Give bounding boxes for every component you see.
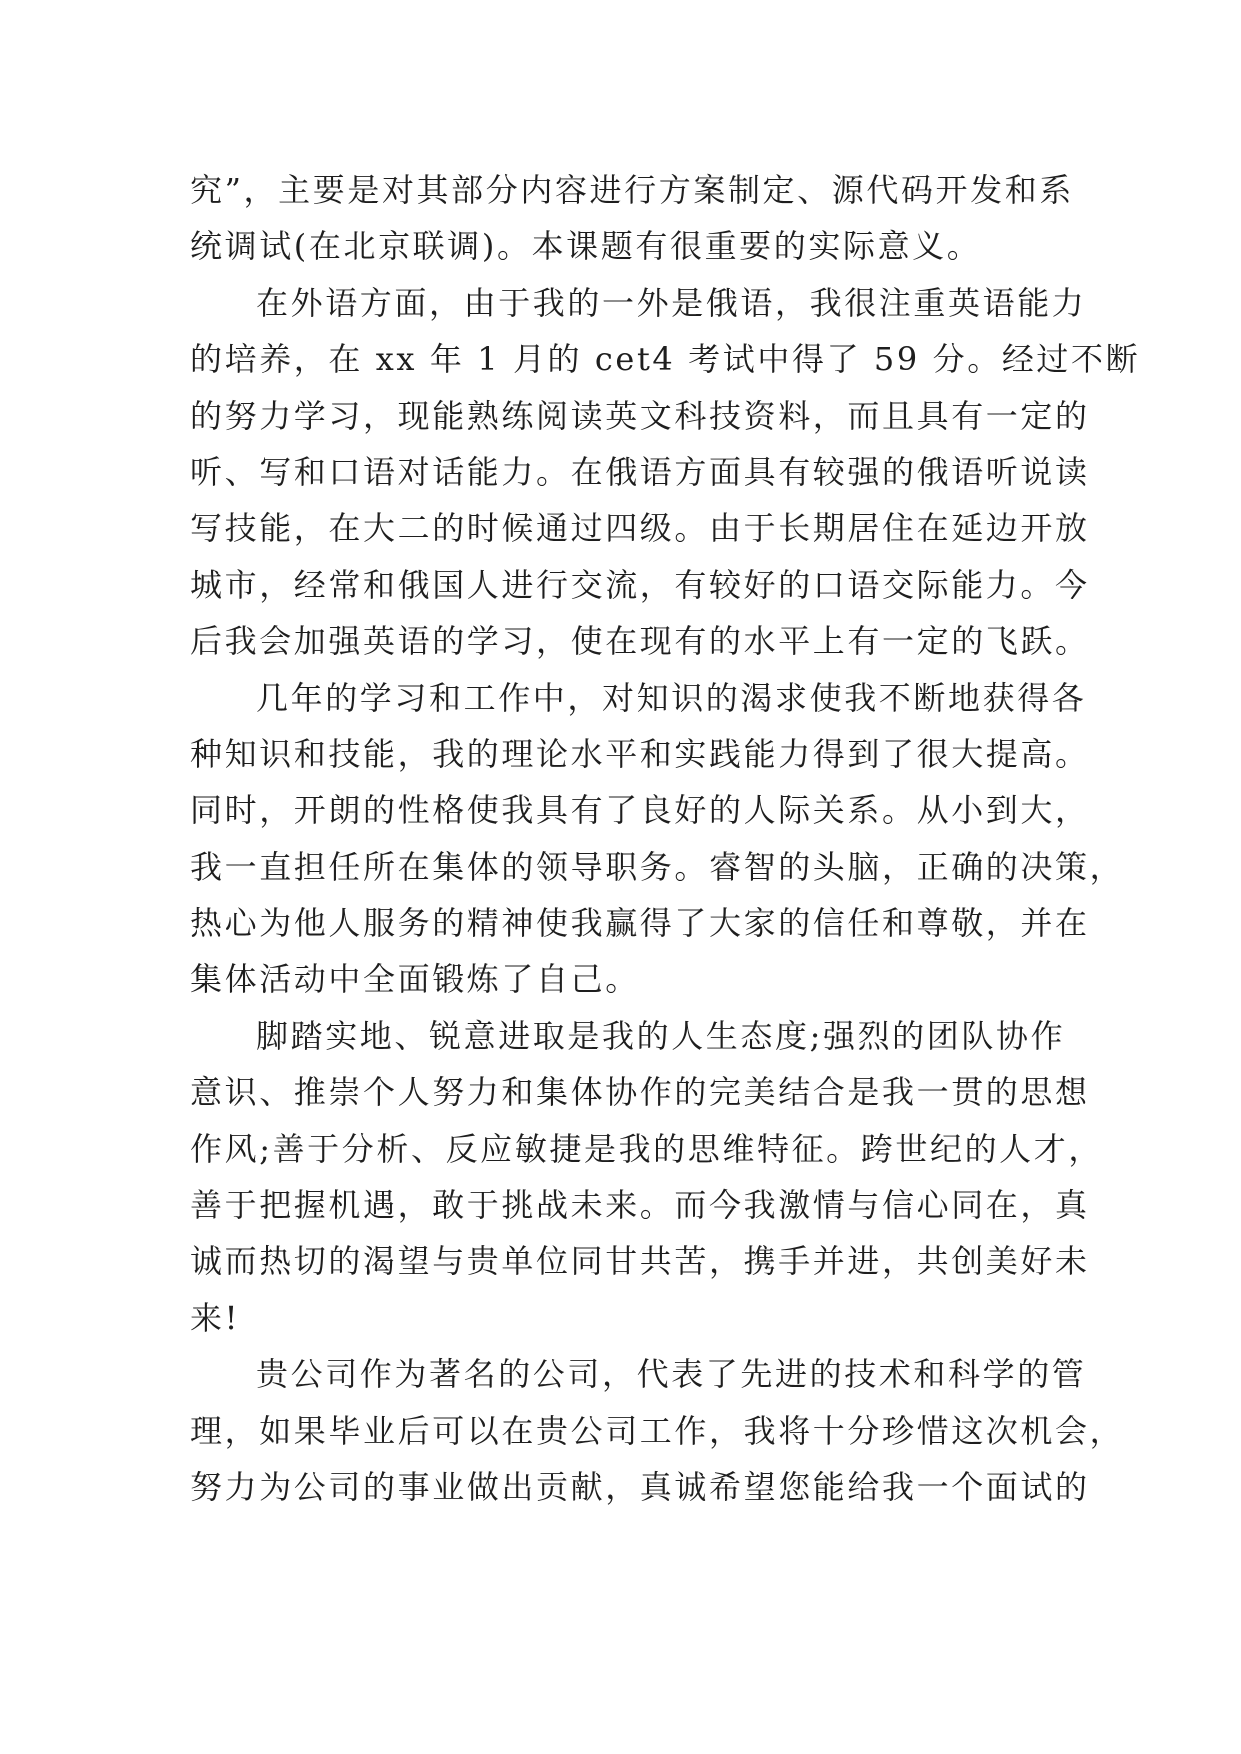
text-line: 同时，开朗的性格使我具有了良好的人际关系。从小到大， — [190, 791, 1090, 830]
paragraph-start-line: 脚踏实地、锐意进取是我的人生态度;强烈的团队协作 — [256, 1016, 1066, 1055]
text-line: 的努力学习，现能熟练阅读英文科技资料，而且具有一定的 — [190, 396, 1090, 435]
text-line: 诚而热切的渴望与贵单位同甘共苦，携手并进，共创美好未 — [190, 1242, 1090, 1281]
text-line: 的培养，在 xx 年 1 月的 cet4 考试中得了 59 分。经过不断 — [190, 340, 1141, 379]
text-line: 努力为公司的事业做出贡献，真诚希望您能给我一个面试的 — [190, 1467, 1090, 1506]
text-line: 理，如果毕业后可以在贵公司工作，我将十分珍惜这次机会， — [190, 1411, 1125, 1450]
paragraph-start-line: 贵公司作为著名的公司，代表了先进的技术和科学的管 — [256, 1355, 1087, 1394]
paragraph-start-line: 几年的学习和工作中，对知识的渴求使我不断地获得各 — [256, 678, 1087, 717]
text-line: 究”，主要是对其部分内容进行方案制定、源代码开发和系 — [190, 171, 1074, 209]
text-line: 热心为他人服务的精神使我赢得了大家的信任和尊敬，并在 — [190, 904, 1090, 943]
text-line: 作风;善于分析、反应敏捷是我的思维特征。跨世纪的人才， — [190, 1129, 1103, 1168]
text-line: 我一直担任所在集体的领导职务。睿智的头脑，正确的决策， — [190, 847, 1125, 886]
text-line: 来! — [190, 1298, 241, 1337]
paragraph-start-line: 在外语方面，由于我的一外是俄语，我很注重英语能力 — [256, 283, 1087, 322]
text-line: 统调试(在北京联调)。本课题有很重要的实际意义。 — [190, 227, 982, 266]
text-line: 善于把握机遇，敢于挑战未来。而今我激情与信心同在，真 — [190, 1186, 1090, 1225]
text-line: 城市，经常和俄国人进行交流，有较好的口语交际能力。今 — [190, 565, 1090, 604]
text-line: 写技能，在大二的时候通过四级。由于长期居住在延边开放 — [190, 509, 1090, 548]
text-line: 集体活动中全面锻炼了自己。 — [190, 960, 640, 999]
text-line: 种知识和技能，我的理论水平和实践能力得到了很大提高。 — [190, 734, 1090, 773]
text-line: 听、写和口语对话能力。在俄语方面具有较强的俄语听说读 — [190, 452, 1090, 491]
text-line: 后我会加强英语的学习，使在现有的水平上有一定的飞跃。 — [190, 622, 1090, 661]
text-line: 意识、推崇个人努力和集体协作的完美结合是我一贯的思想 — [190, 1073, 1090, 1112]
letter-body — [190, 162, 1141, 1515]
